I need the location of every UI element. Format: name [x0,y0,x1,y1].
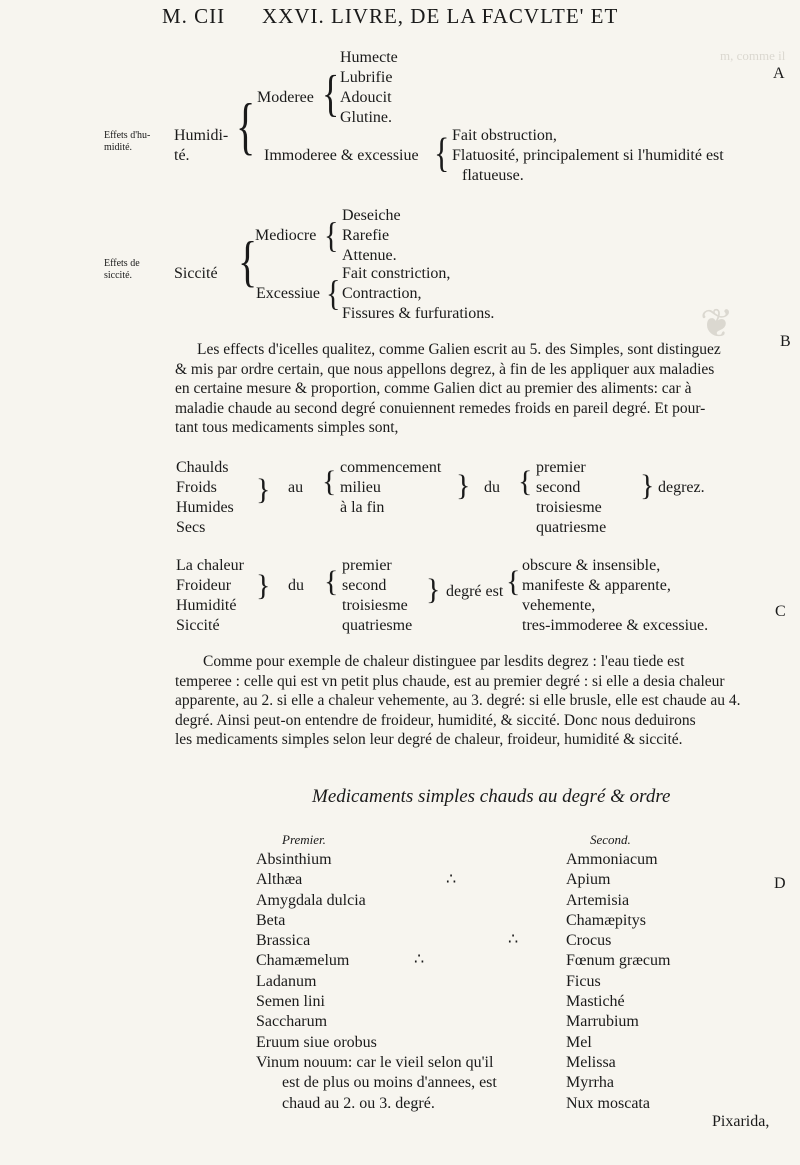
list-item: Fissures & furfurations. [342,305,495,322]
list-item: troisiesme [536,499,602,516]
dots-ornament: ∴ [414,951,425,968]
table2-qualities [176,556,244,636]
list-item: commencement [340,459,442,476]
brace-immoderee: { [434,128,450,176]
list-item: Brassica [256,932,311,950]
table2-descriptions [522,556,708,636]
list-item: est de plus ou moins d'annees, est [282,1074,497,1092]
table1-qualities [176,458,234,538]
list-item: Humides [176,499,234,516]
list-item: premier [342,557,392,574]
paragraph-exemple: Comme pour exemple de chaleur distinguee par lesdits degrez : l'eau tiede est temperee : celle qui est vn petit plus chaude, est au premier degré : si elle a desia chaleur apparente, au 2. si elle a chaleur vehemente, au 3. degré: si elle brusle, elle est chaude au 4. degré. Ainsi peut-on entendre de froideur, humidité, & siccité. Donc nous deduirons les medicaments simples selon leur degré de chaleur, froideur, humidité & siccité. [175,653,741,748]
table2-degrees [342,556,412,636]
list-item: Chamæmelum [256,952,350,970]
mediocre-effects-list [342,206,401,266]
list-item: Amygdala dulcia [256,891,366,909]
table1-du: du [484,479,500,496]
table1-au: au [288,479,304,496]
margin-letter-b: B [780,333,791,350]
medicaments-title: Medicaments simples chauds au degré & ordre [312,786,671,807]
list-item: milieu [340,479,381,496]
list-item: vehemente, [522,597,596,614]
dots-ornament: ∴ [446,871,457,888]
list-item: Ladanum [256,972,317,990]
list-item: troisiesme [342,597,408,614]
list-item: Ficus [566,972,601,990]
list-item: Apium [566,871,611,889]
root-humidite: Humidi- té. [174,127,229,164]
brace-excessiue: { [326,273,341,314]
list-item: Nux moscata [566,1094,650,1112]
list-item: quatriesme [342,617,413,634]
excessiue-effects-list [342,264,494,324]
list-item: manifeste & apparente, [522,577,671,594]
list-item: Crocus [566,932,612,950]
list-item: tres-immoderee & excessiue. [522,617,709,634]
list-item: Fait obstruction, [452,127,557,144]
list-item: Melissa [566,1053,616,1071]
margin-letter-c: C [775,603,786,620]
list-item: Eruum siue orobus [256,1033,377,1051]
list-item: Froids [176,479,217,496]
list-item: Ammoniacum [566,851,658,868]
list-item: Humidité [176,597,237,614]
brace-table1-stages-close: } [456,469,471,502]
brace-table2-descriptions: { [506,565,521,598]
brace-table2-degrees-close: } [426,573,441,606]
list-item: Deseiche [342,207,401,224]
table2-du: du [288,577,304,594]
col2-header: Second. [590,832,631,847]
margin-note-siccite: Effets de siccité. [104,258,140,281]
list-item: Froideur [176,577,232,594]
brace-table2-qualities: } [256,569,271,602]
list-item: Mel [566,1033,592,1051]
list-item: second [342,577,387,594]
brace-moderee: { [322,65,340,121]
label-moderee: Moderee [257,89,314,106]
brace-humidite: { [236,89,256,162]
list-item: Myrrha [566,1074,614,1092]
bleed-through-decoration: m, comme il [720,48,786,63]
running-title: XXVI. LIVRE, DE LA FACVLTE' ET [262,4,619,28]
margin-note-humidite: Effets d'hu- midité. [104,130,151,153]
list-item: Lubrifie [340,69,393,86]
list-item: Rarefie [342,227,390,244]
brace-mediocre: { [324,215,339,256]
list-item: Chamæpitys [566,911,647,929]
table1-degrees [536,458,606,538]
medicaments-col2 [566,850,670,1114]
list-item: second [536,479,581,496]
label-immoderee: Immoderee & excessiue [264,147,419,164]
moderee-effects-list [340,48,398,128]
list-item: Althæa [256,871,303,889]
list-item: Mastiché [566,993,625,1011]
paragraph-degrez: Les effects d'icelles qualitez, comme Galien escrit au 5. des Simples, sont distinguez & mis par ordre certain, que nous appellons degrez, à fin de les appliquer aux maladies en certaine mesure & proportion, comme Galien dict au premier des aliments: car à maladie chaude au second degré conuiennent remedes froids en pareil degré. Et pour- tant tous medicaments simples sont, [175,341,721,436]
dots-ornament: ∴ [508,931,519,948]
immoderee-effects-list [452,126,724,186]
list-item: à la fin [340,499,385,516]
brace-table1-stages-open: { [322,465,337,498]
list-item: Chaulds [176,459,229,476]
list-item: Secs [176,519,206,536]
list-item: Flatuosité, principalement si l'humidité est [452,147,724,164]
folio: M. CII [162,4,226,28]
list-item: Adoucit [340,89,392,106]
list-item: Beta [256,911,286,929]
list-item: Siccité [176,617,220,634]
list-item: Contraction, [342,285,422,302]
list-item: Saccharum [256,1013,328,1031]
list-item: Semen lini [256,993,325,1011]
brace-siccite: { [238,229,258,293]
margin-letter-d: D [774,875,786,892]
label-mediocre: Mediocre [255,227,317,244]
margin-letter-a: A [773,65,785,82]
list-item: Vinum nouum: car le vieil selon qu'il [256,1053,494,1071]
brace-table2-degrees-open: { [324,565,339,598]
brace-table1-degrees-open: { [518,465,533,498]
brace-table1-qualities: } [256,473,271,506]
list-item: Humecte [340,49,398,66]
list-item: obscure & insensible, [522,557,661,574]
list-item: La chaleur [176,557,244,574]
table1-stages [340,458,441,518]
list-item: Fœnum græcum [566,952,671,970]
list-item: Artemisia [566,891,630,909]
list-item: Attenue. [342,247,397,264]
catchword: Pixarida, [712,1113,770,1130]
table2-degre-est: degré est [446,583,504,600]
list-item: Fait constriction, [342,265,451,282]
medicaments-col1 [256,850,497,1114]
list-item: chaud au 2. ou 3. degré. [282,1094,435,1112]
label-excessiue: Excessiue [256,285,320,302]
list-item: Marrubium [566,1013,639,1031]
brace-table1-degrees-close: } [640,469,655,502]
list-item: Glutine. [340,109,392,126]
list-item: Absinthium [256,851,332,868]
list-item: quatriesme [536,519,607,536]
table1-degrez: degrez. [658,479,705,496]
root-siccite: Siccité [174,265,218,282]
list-item: flatueuse. [462,167,524,184]
list-item: premier [536,459,586,476]
bleed-through-ornament: ❦ [700,301,734,346]
col1-header: Premier. [282,832,326,847]
